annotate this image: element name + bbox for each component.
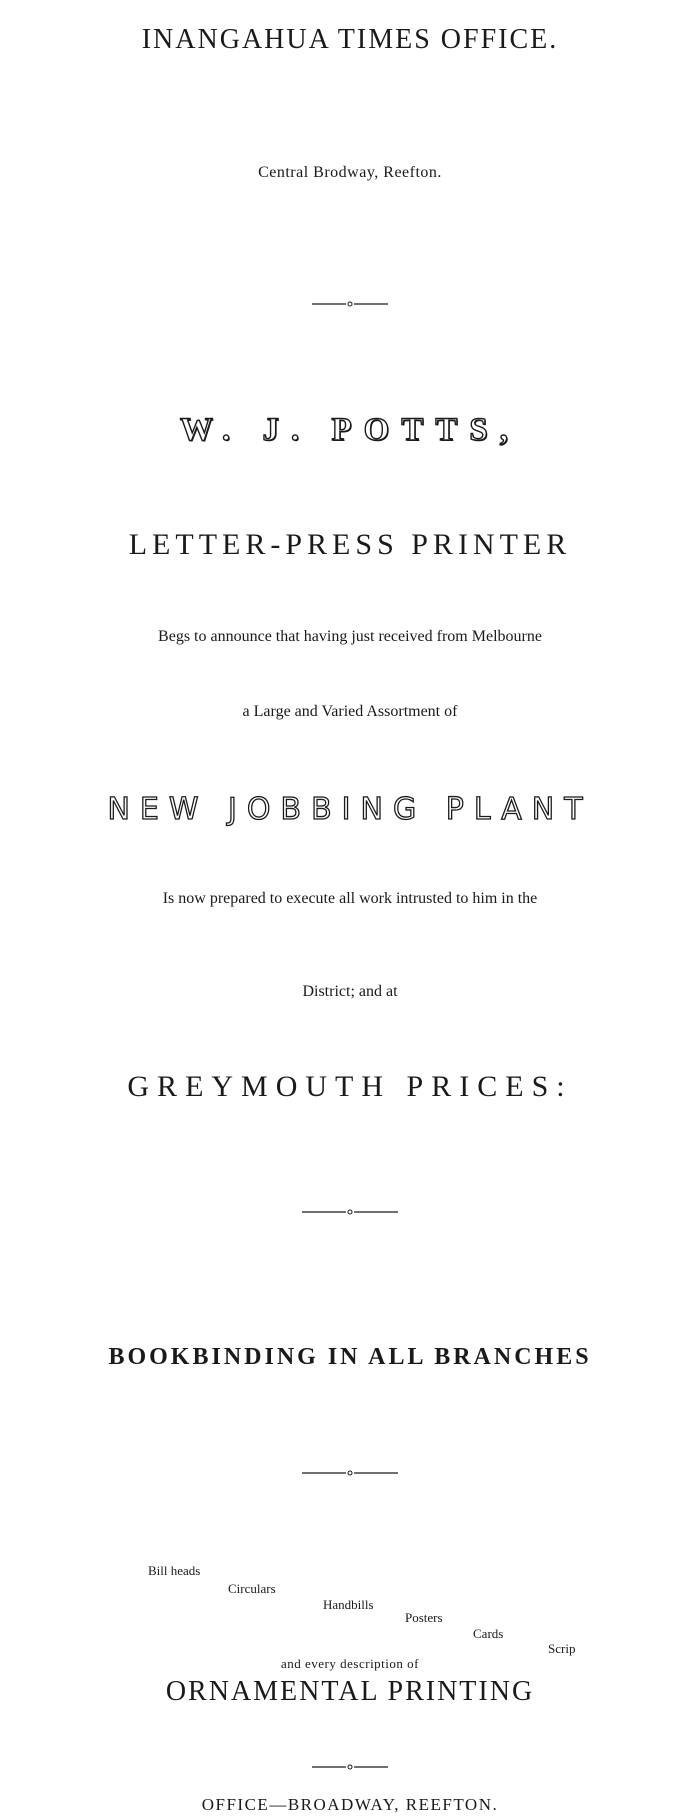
service-item: Posters: [405, 1610, 443, 1625]
divider-rule-icon: [300, 1207, 400, 1217]
prices-heading: GREYMOUTH PRICES:: [127, 1070, 573, 1103]
divider-rule-icon: [300, 1468, 400, 1478]
announcement-line-4: District; and at: [302, 983, 398, 1000]
footer-address: OFFICE—BROADWAY, REEFTON.: [201, 1795, 499, 1814]
divider-4: [0, 1762, 700, 1772]
divider-rule-icon: [310, 299, 390, 309]
office-title: INANGAHUA TIMES OFFICE.: [141, 24, 559, 55]
service-item: Circulars: [228, 1581, 276, 1596]
ornamental-heading: ORNAMENTAL PRINTING: [165, 1676, 535, 1707]
service-item: Cards: [473, 1626, 504, 1641]
new-plant-heading: NEW JOBBING PLANT: [107, 792, 593, 827]
office-address: Central Brodway, Reefton.: [258, 164, 442, 181]
service-item: Scrip: [548, 1641, 576, 1656]
service-item: Bill heads: [148, 1563, 201, 1578]
bookbinding-heading: BOOKBINDING IN ALL BRANCHES: [108, 1344, 592, 1370]
divider-3: [0, 1468, 700, 1478]
service-item: Handbills: [323, 1597, 374, 1612]
proprietor-name: W. J. POTTS,: [180, 412, 520, 448]
divider-2: [0, 1207, 700, 1217]
trade-heading: LETTER-PRESS PRINTER: [128, 528, 572, 561]
divider-1: [0, 299, 700, 309]
announcement-line-2: a Large and Varied Assortment of: [242, 703, 458, 720]
announcement-line-1: Begs to announce that having just received from Melbourne: [158, 628, 542, 645]
announcement-line-3: Is now prepared to execute all work intrusted to him in the: [162, 890, 538, 907]
divider-rule-icon: [310, 1762, 390, 1772]
ornamental-lead-text: and every description of: [281, 1656, 419, 1671]
